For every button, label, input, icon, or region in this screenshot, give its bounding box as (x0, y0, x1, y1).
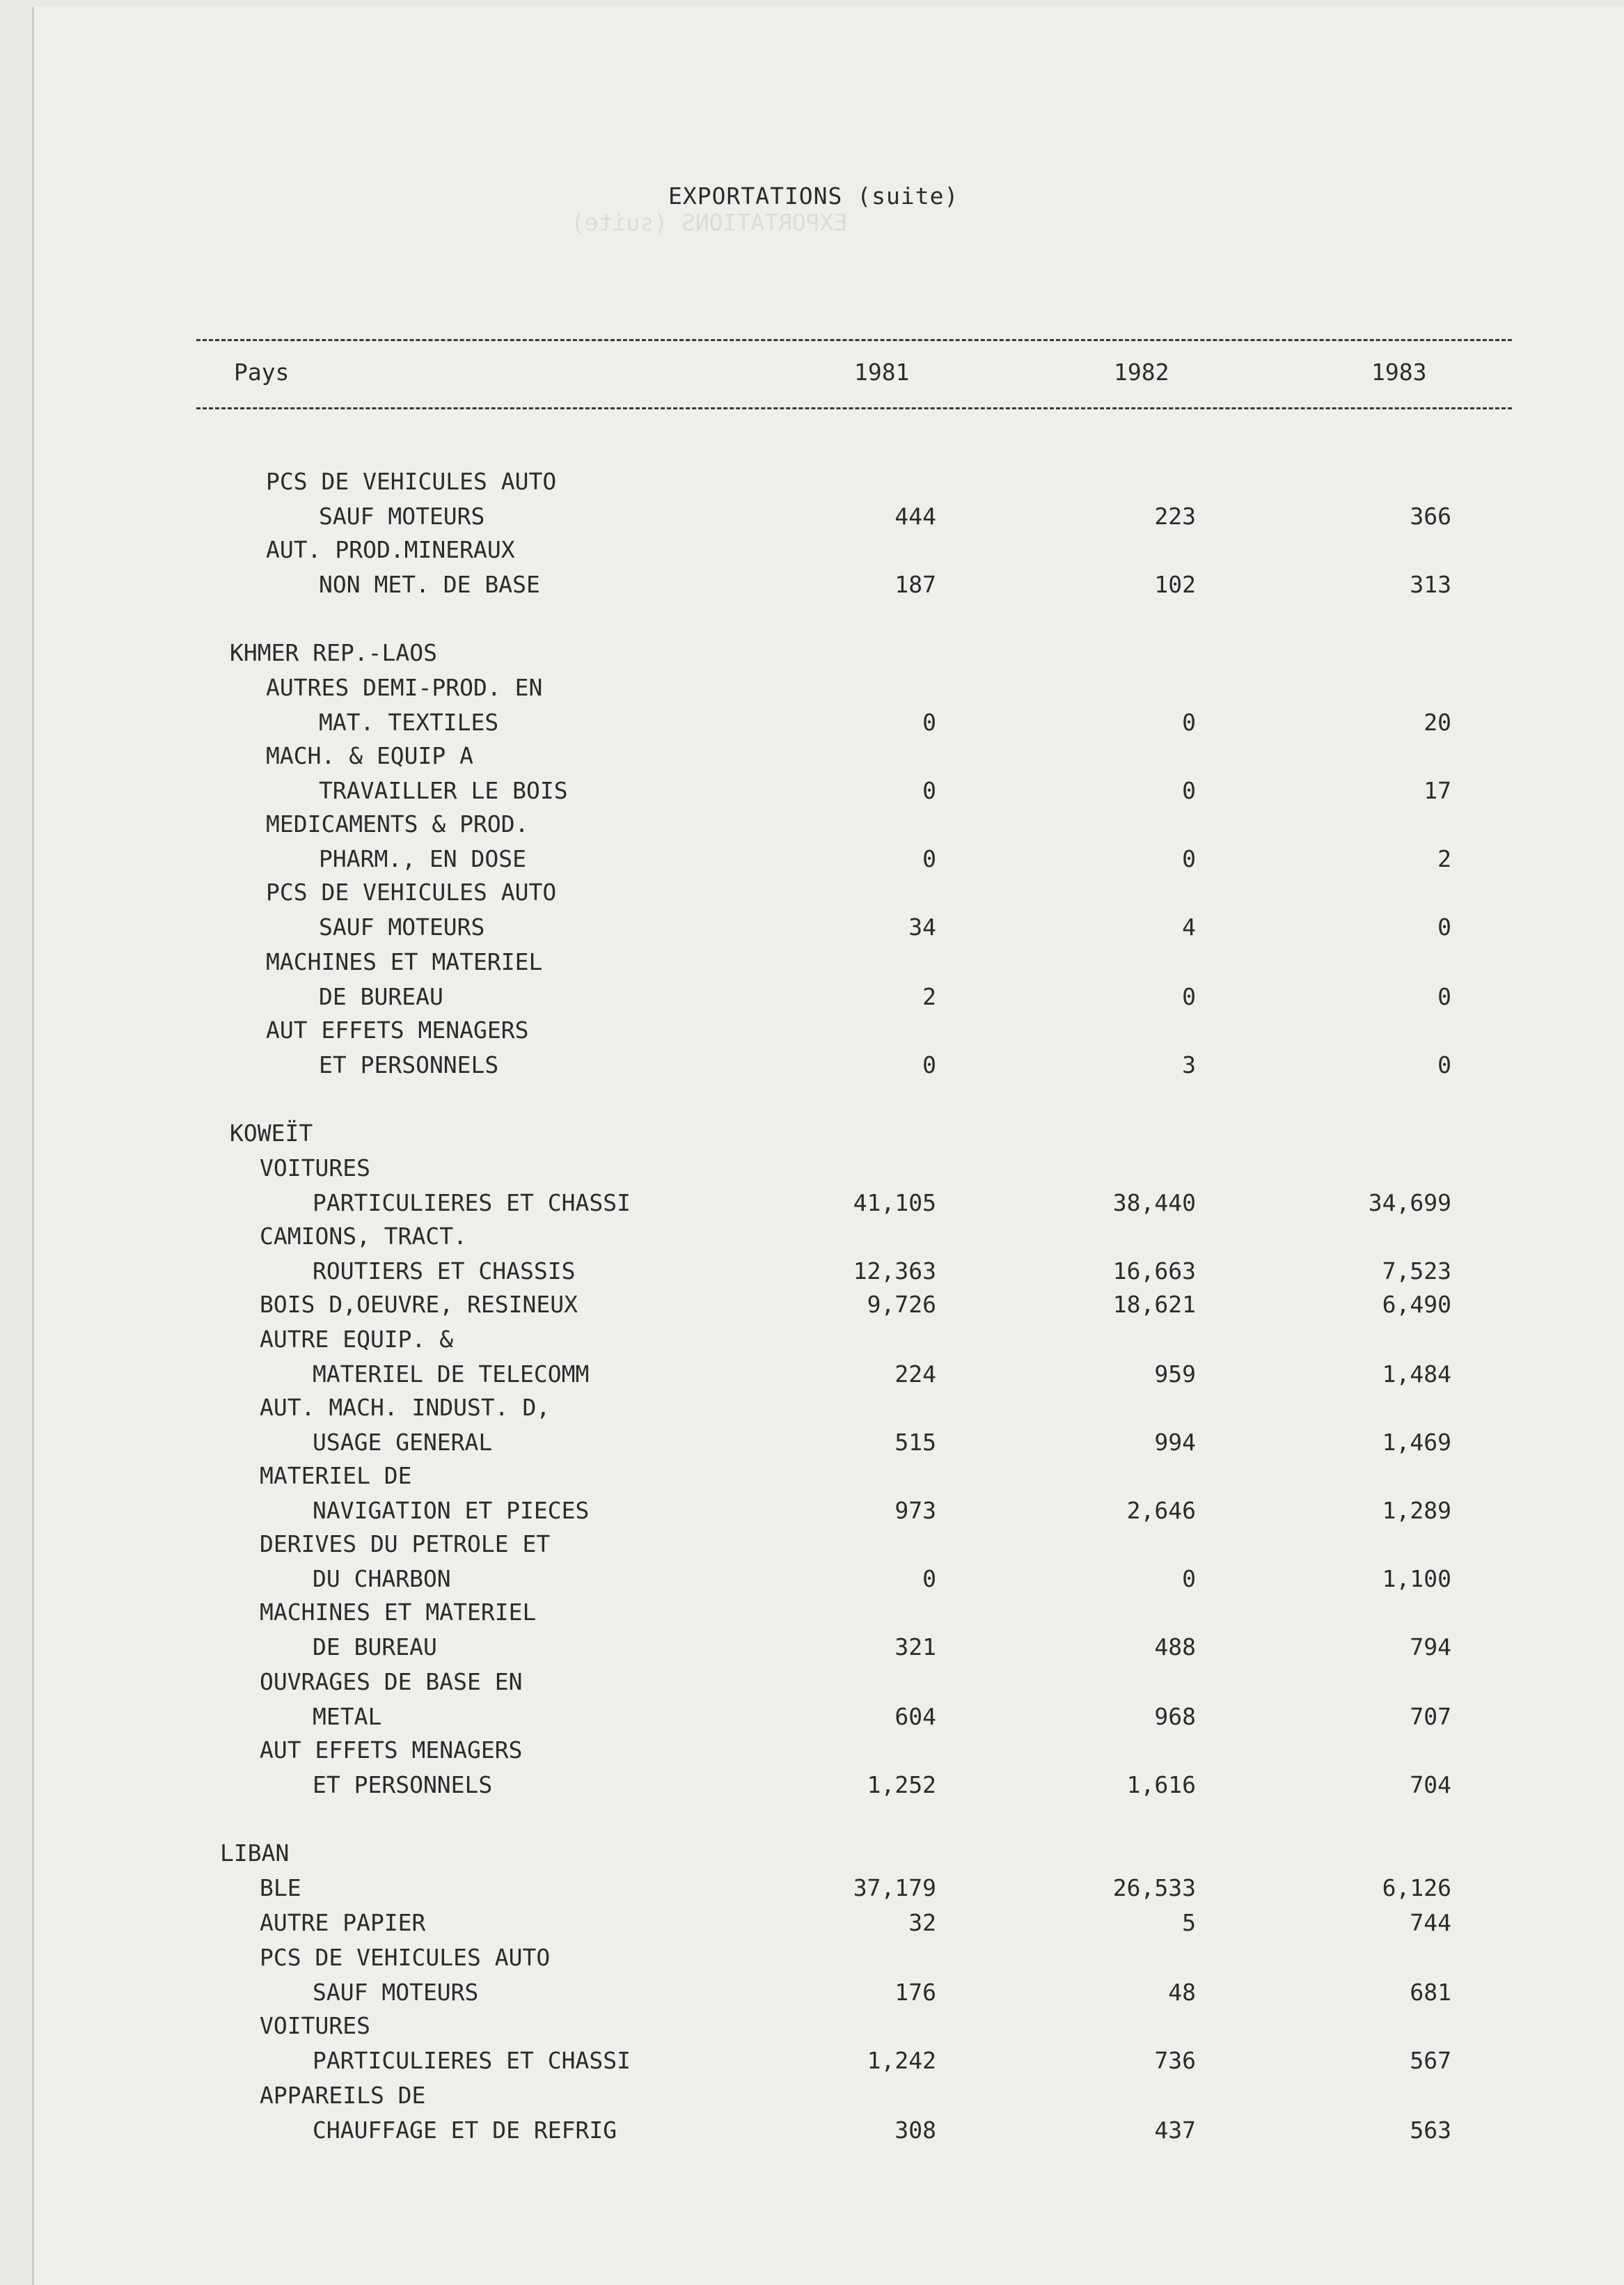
value-cell: 1,289 (1382, 1497, 1451, 1524)
country-label: KHMER REP.-LAOS (230, 639, 438, 666)
product-label: PCS DE VEHICULES AUTO (266, 468, 557, 495)
product-label-cont: DU CHARBON (313, 1565, 451, 1592)
product-label: AUT. PROD.MINERAUX (266, 536, 515, 563)
product-label: AUT EFFETS MENAGERS (266, 1016, 529, 1044)
product-label: DERIVES DU PETROLE ET (260, 1530, 551, 1557)
value-cell: 32 (908, 1909, 936, 1936)
product-label: BOIS D,OEUVRE, RESINEUX (260, 1291, 578, 1318)
product-label: AUTRE PAPIER (260, 1909, 426, 1936)
column-header-1981: 1981 (854, 359, 910, 386)
product-label-cont: DE BUREAU (313, 1633, 437, 1660)
value-cell: 1,469 (1382, 1429, 1451, 1456)
value-cell: 704 (1410, 1771, 1451, 1798)
product-label-cont: DE BUREAU (319, 983, 443, 1010)
product-label-cont: METAL (313, 1703, 382, 1730)
value-cell: 37,179 (853, 1874, 936, 1901)
value-cell: 1,100 (1382, 1565, 1451, 1592)
product-label: APPAREILS DE (260, 2082, 426, 2109)
value-cell: 0 (1182, 777, 1196, 804)
product-label-cont: PARTICULIERES ET CHASSI (313, 1189, 631, 1216)
value-cell: 0 (1182, 1565, 1196, 1592)
value-cell: 5 (1182, 1909, 1196, 1936)
value-cell: 41,105 (853, 1189, 936, 1216)
product-label: AUTRES DEMI-PROD. EN (266, 674, 543, 701)
value-cell: 321 (894, 1633, 936, 1660)
product-label-cont: SAUF MOTEURS (319, 503, 485, 530)
product-label-cont: ROUTIERS ET CHASSIS (313, 1257, 576, 1285)
value-cell: 0 (922, 1565, 936, 1592)
value-cell: 567 (1410, 2047, 1451, 2074)
value-cell: 968 (1154, 1703, 1196, 1730)
product-label: AUT EFFETS MENAGERS (260, 1736, 523, 1764)
product-label: AUT. MACH. INDUST. D, (260, 1394, 551, 1421)
value-cell: 9,726 (867, 1291, 936, 1318)
value-cell: 488 (1154, 1633, 1196, 1660)
product-label-cont: SAUF MOTEURS (319, 913, 485, 941)
value-cell: 0 (1437, 983, 1451, 1010)
value-cell: 18,621 (1112, 1291, 1196, 1318)
product-label-cont: ET PERSONNELS (319, 1051, 499, 1078)
value-cell: 224 (894, 1360, 936, 1388)
value-cell: 16,663 (1112, 1257, 1196, 1285)
value-cell: 0 (1182, 845, 1196, 872)
value-cell: 34,699 (1368, 1189, 1451, 1216)
header-rule-top (196, 339, 1512, 341)
value-cell: 176 (894, 1979, 936, 2006)
product-label-cont: MATERIEL DE TELECOMM (313, 1360, 590, 1388)
value-cell: 2 (922, 983, 936, 1010)
value-cell: 2 (1437, 845, 1451, 872)
value-cell: 959 (1154, 1360, 1196, 1388)
value-cell: 366 (1410, 503, 1451, 530)
value-cell: 187 (894, 571, 936, 598)
value-cell: 0 (1437, 913, 1451, 941)
value-cell: 6,126 (1382, 1874, 1451, 1901)
value-cell: 515 (894, 1429, 936, 1456)
column-header-1982: 1982 (1114, 359, 1169, 386)
product-label-cont: MAT. TEXTILES (319, 709, 499, 736)
value-cell: 313 (1410, 571, 1451, 598)
value-cell: 102 (1154, 571, 1196, 598)
value-cell: 34 (908, 913, 936, 941)
product-label-cont: PHARM., EN DOSE (319, 845, 527, 872)
value-cell: 6,490 (1382, 1291, 1451, 1318)
product-label: OUVRAGES DE BASE EN (260, 1668, 523, 1695)
column-header-1983: 1983 (1371, 359, 1427, 386)
product-label-cont: ET PERSONNELS (313, 1771, 493, 1798)
value-cell: 2,646 (1126, 1497, 1196, 1524)
value-cell: 0 (1437, 1051, 1451, 1078)
value-cell: 1,252 (867, 1771, 936, 1798)
product-label: PCS DE VEHICULES AUTO (266, 879, 557, 906)
value-cell: 681 (1410, 1979, 1451, 2006)
product-label: MACHINES ET MATERIEL (266, 948, 543, 975)
product-label-cont: USAGE GENERAL (313, 1429, 493, 1456)
value-cell: 12,363 (853, 1257, 936, 1285)
value-cell: 563 (1410, 2117, 1451, 2144)
value-cell: 17 (1424, 777, 1451, 804)
product-label-cont: SAUF MOTEURS (313, 1979, 479, 2006)
value-cell: 437 (1154, 2117, 1196, 2144)
product-label: MACHINES ET MATERIEL (260, 1599, 537, 1626)
header-rule-bottom (196, 407, 1512, 409)
bleed-through-text: EXPORTATIONS (suite) (571, 209, 848, 236)
value-cell: 604 (894, 1703, 936, 1730)
value-cell: 3 (1182, 1051, 1196, 1078)
value-cell: 4 (1182, 913, 1196, 941)
value-cell: 736 (1154, 2047, 1196, 2074)
value-cell: 20 (1424, 709, 1451, 736)
product-label: CAMIONS, TRACT. (260, 1223, 468, 1250)
value-cell: 26,533 (1112, 1874, 1196, 1901)
product-label: VOITURES (260, 2012, 370, 2039)
product-label: MEDICAMENTS & PROD. (266, 810, 529, 838)
value-cell: 0 (1182, 983, 1196, 1010)
product-label-cont: CHAUFFAGE ET DE REFRIG (313, 2117, 617, 2144)
value-cell: 973 (894, 1497, 936, 1524)
product-label: AUTRE EQUIP. & (260, 1326, 454, 1353)
product-label-cont: NAVIGATION ET PIECES (313, 1497, 590, 1524)
product-label: BLE (260, 1874, 301, 1901)
value-cell: 1,616 (1126, 1771, 1196, 1798)
product-label: MATERIEL DE (260, 1462, 412, 1489)
value-cell: 794 (1410, 1633, 1451, 1660)
value-cell: 1,242 (867, 2047, 936, 2074)
value-cell: 0 (922, 709, 936, 736)
value-cell: 0 (922, 1051, 936, 1078)
value-cell: 444 (894, 503, 936, 530)
product-label: MACH. & EQUIP A (266, 742, 474, 769)
product-label-cont: TRAVAILLER LE BOIS (319, 777, 568, 804)
value-cell: 223 (1154, 503, 1196, 530)
value-cell: 994 (1154, 1429, 1196, 1456)
value-cell: 7,523 (1382, 1257, 1451, 1285)
value-cell: 0 (922, 845, 936, 872)
value-cell: 707 (1410, 1703, 1451, 1730)
value-cell: 1,484 (1382, 1360, 1451, 1388)
product-label: VOITURES (260, 1154, 370, 1181)
page-title: EXPORTATIONS (suite) (668, 182, 959, 210)
value-cell: 38,440 (1112, 1189, 1196, 1216)
column-header-pays: Pays (234, 359, 290, 386)
country-label: KOWEÏT (230, 1120, 313, 1147)
value-cell: 0 (1182, 709, 1196, 736)
product-label-cont: NON MET. DE BASE (319, 571, 540, 598)
country-label: LIBAN (220, 1839, 290, 1867)
product-label-cont: PARTICULIERES ET CHASSI (313, 2047, 631, 2074)
product-label: PCS DE VEHICULES AUTO (260, 1944, 551, 1971)
value-cell: 308 (894, 2117, 936, 2144)
value-cell: 0 (922, 777, 936, 804)
value-cell: 744 (1410, 1909, 1451, 1936)
value-cell: 48 (1168, 1979, 1196, 2006)
